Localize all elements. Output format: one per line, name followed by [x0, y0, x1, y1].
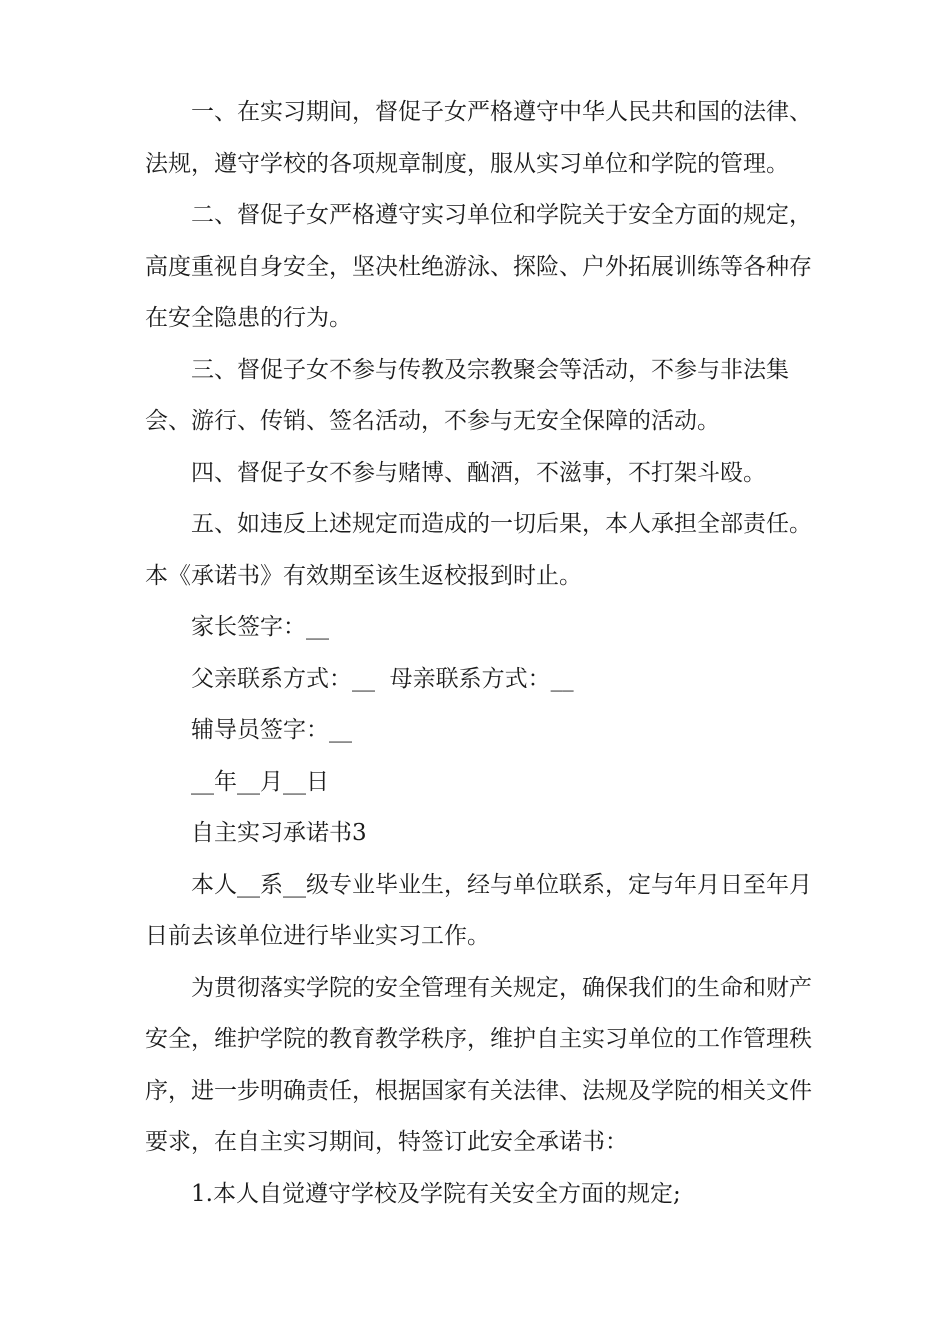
parent-signature-line: 家长签字：__	[191, 614, 329, 640]
purpose-paragraph: 为贯彻落实学院的安全管理有关规定，确保我们的生命和财产安全，维护学院的教育教学秩序，维护自主实习单位的工作管理秩序，进一步明确责任，根据国家有关法律、法规及学院的相关文件要求，在自主实习期间，特签订此安全承诺书：	[145, 974, 812, 1155]
clause-2-paragraph: 二、督促子女严格遵守实习单位和学院关于安全方面的规定，高度重视自身安全，坚决杜绝游泳、探险、户外拓展训练等各种存在安全隐患的行为。	[145, 202, 812, 331]
clause-5-paragraph: 五、如违反上述规定而造成的一切后果，本人承担全部责任。本《承诺书》有效期至该生返校报到时止。	[145, 511, 812, 589]
clause-3-paragraph: 三、督促子女不参与传教及宗教聚会等活动，不参与非法集会、游行、传销、签名活动，不参与无安全保障的活动。	[145, 356, 789, 434]
counselor-signature-line: 辅导员签字：__	[191, 717, 352, 743]
document-body	[145, 87, 825, 1220]
parent-contact-line: 父亲联系方式：__ 母亲联系方式：__	[191, 665, 574, 692]
section-heading: 自主实习承诺书3	[191, 820, 367, 846]
student-intro-paragraph: 本人__系__级专业毕业生，经与单位联系，定与年月日至年月日前去该单位进行毕业实习工作。	[145, 871, 812, 949]
date-line: __年__月__日	[191, 768, 329, 795]
clause-4-paragraph: 四、督促子女不参与赌博、酗酒，不滋事，不打架斗殴。	[191, 459, 766, 486]
commitment-item-1: 1.本人自觉遵守学校及学院有关安全方面的规定;	[191, 1180, 681, 1207]
clause-1-paragraph: 一、在实习期间，督促子女严格遵守中华人民共和国的法律、法规，遵守学校的各项规章制度，服从实习单位和学院的管理。	[145, 99, 812, 177]
